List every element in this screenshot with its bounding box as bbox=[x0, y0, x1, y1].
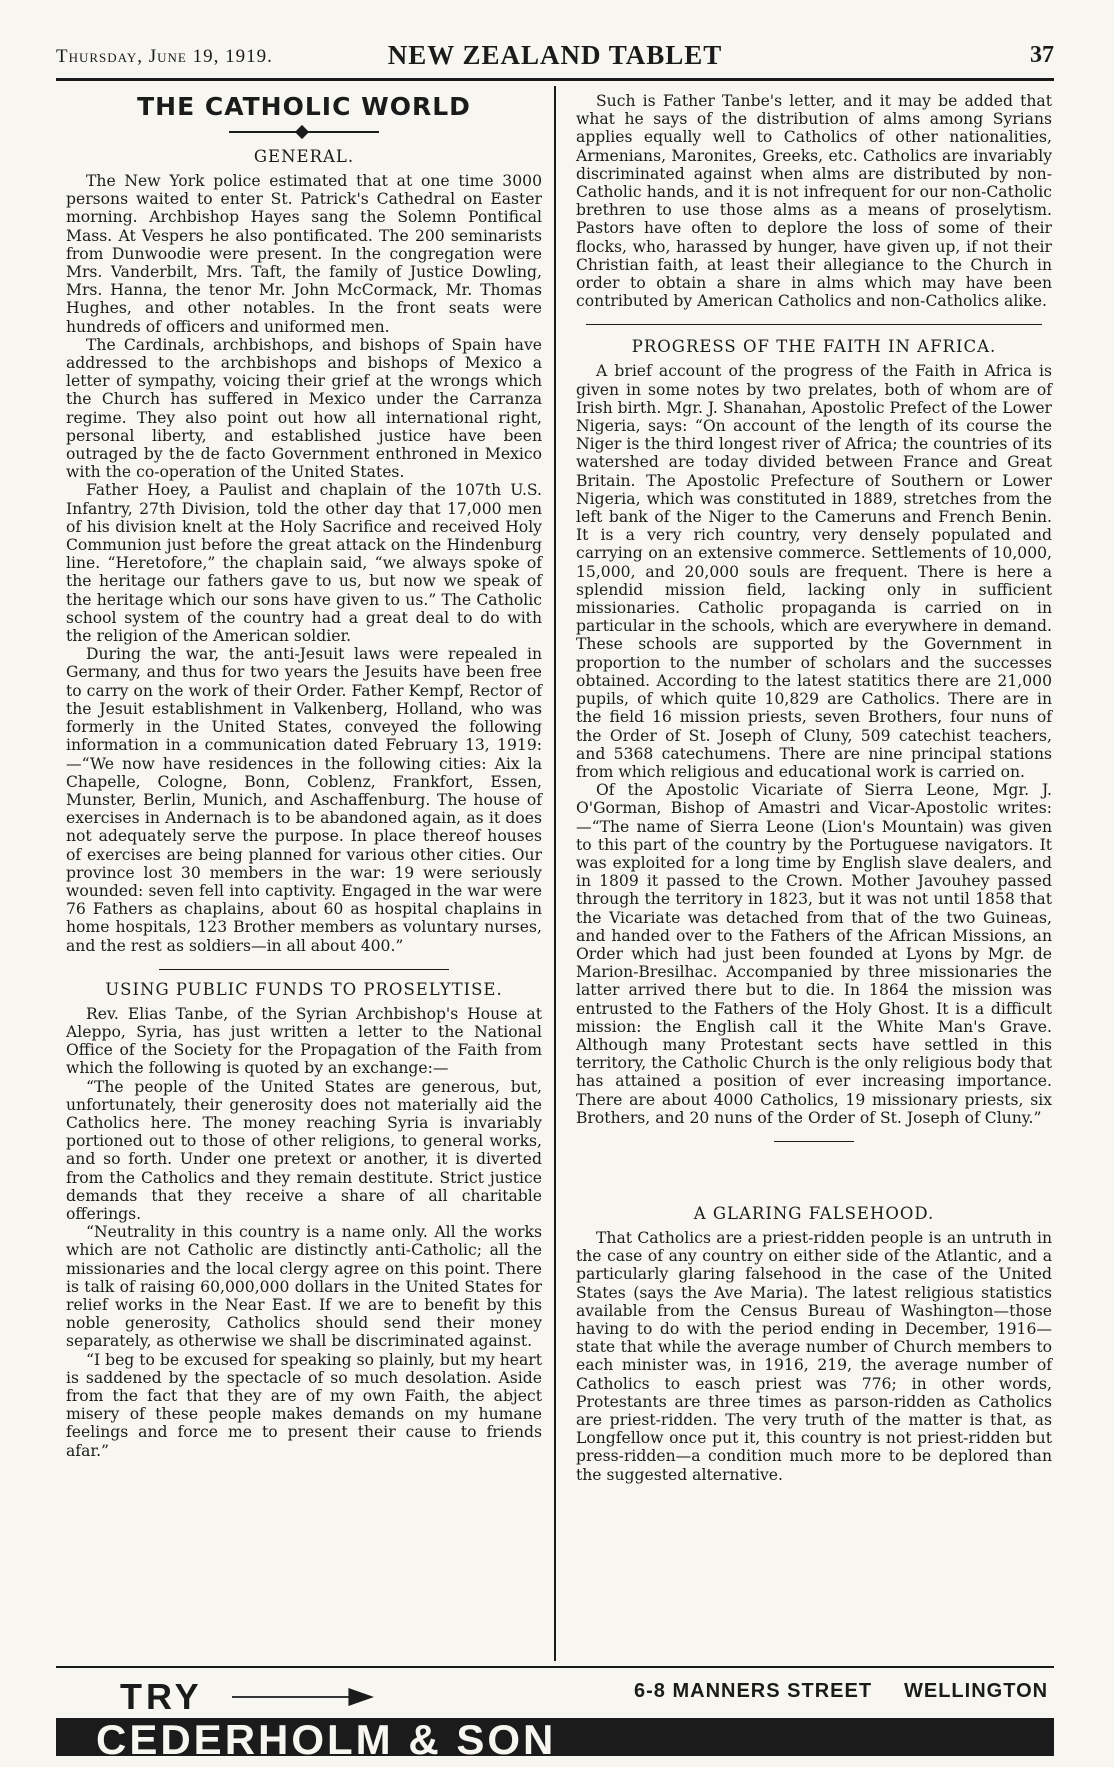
article-paragraph: “I beg to be excused for speaking so plainly, but my heart is saddened by the spectacle of so much desolation. Aside from the fact that they are of my own Faith, the abject misery of these people makes demands on my humane feelings and force me to present their cause to friends afar.” bbox=[66, 1350, 542, 1460]
ad-city: WELLINGTON bbox=[904, 1680, 1049, 1702]
masthead: NEW ZEALAND TABLET bbox=[387, 40, 723, 70]
funds-heading: USING PUBLIC FUNDS TO PROSELYTISE. bbox=[105, 979, 503, 999]
spacer bbox=[576, 1152, 1052, 1198]
title-ornament bbox=[229, 125, 379, 139]
general-heading: GENERAL. bbox=[253, 147, 355, 166]
ad-address: 6-8 MANNERS STREET bbox=[634, 1680, 873, 1702]
column-divider bbox=[554, 86, 556, 1661]
header-rule bbox=[56, 78, 1054, 81]
page-number: 37 bbox=[1030, 42, 1054, 68]
article-paragraph: Such is Father Tanbe's letter, and it may be added that what he says of the distribution of alms among Syrians applies equally well to Catholics of other nationalities, Armenians, Maronites, Greeks, etc. Catholics are invariably discriminated against when alms are distributed by non-Catholic hands, and it is not infrequent for our non-Catholic brethren to use those alms as a means of proselytism. Pastors have often to deplore the loss of some of their flocks, who, harassed by hunger, have given up, if not their Christian faith, at least their allegiance to the Church in order to obtain a share in alms which may have been contributed by American Catholics and non-Catholics alike. bbox=[576, 92, 1052, 311]
ad-firm-name: CEDERHOLM & SON bbox=[96, 1716, 557, 1756]
ad-try-text: TRY bbox=[120, 1676, 203, 1717]
section-title: THE CATHOLIC WORLD bbox=[137, 92, 471, 121]
article-paragraph: Of the Apostolic Vicariate of Sierra Leone, Mgr. J. O'Gorman, Bishop of Amastri and Vicar-Apostolic writes:—“The name of Sierra Leone (Lion's Mountain) was given to this part of the country by the Portuguese navigators. It was exploited for a long time by English slave dealers, and in 1809 it passed to the Crown. Mother Javouhey passed through the territory in 1823, but it was not until 1858 that the Vicariate was detached from that of the two Guineas, and handed over to the Fathers of the African Missions, an Order which had just been founded at Lyons by Mgr. de Marion-Bresilhac. Accompanied by three missionaries the latter arrived there but to die. In 1864 the mission was entrusted to the Fathers of the Holy Ghost. It is a difficult mission: the English call it the White Man's Grave. Although many Protestant sects have settled in this territory, the Catholic Church is the only religious body that has attained a position of ever increasing importance. There are about 4000 Catholics, 19 missionary priests, six Brothers, and 20 nuns of the Order of St. Joseph of Cluny.” bbox=[576, 781, 1052, 1127]
article-paragraph: Rev. Elias Tanbe, of the Syrian Archbishop's House at Aleppo, Syria, has just written a letter to the National Office of the Society for the Propagation of the Faith from which the following is quoted by an exchange:— bbox=[66, 1004, 542, 1078]
article-separator bbox=[159, 969, 449, 970]
right-column bbox=[576, 92, 1052, 1484]
article-paragraph: The New York police estimated that at one time 3000 persons waited to enter St. Patrick's Cathedral on Easter morning. Archbishop Hayes sang the Solemn Pontifical Mass. At Vespers he also pontificated. The 200 seminarists from Dunwoodie were present. In the congregation were Mrs. Vanderbilt, Mrs. Taft, the family of Justice Dowling, Mrs. Hanna, the tenor Mr. John McCormack, Mr. Thomas Hughes, and other notables. In the front seats were hundreds of officers and uniformed men. bbox=[66, 172, 542, 336]
issue-date: Thursday, June 19, 1919. bbox=[56, 46, 273, 67]
falsehood-heading: A GLARING FALSEHOOD. bbox=[693, 1203, 935, 1223]
article-separator bbox=[586, 324, 1042, 325]
africa-heading: PROGRESS OF THE FAITH IN AFRICA. bbox=[631, 337, 997, 357]
left-column bbox=[66, 92, 542, 1460]
article-paragraph: “The people of the United States are generous, but, unfortunately, their generosity does not materially aid the Catholics here. The money reaching Syria is invariably portioned out to those of other religions, to general works, and so forth. Under one pretext or another, it is diverted from the Catholics and they remain destitute. Strict justice demands that they receive a share of all charitable offerings. bbox=[66, 1077, 542, 1223]
article-paragraph: A brief account of the progress of the Faith in Africa is given in some notes by two prelates, both of whom are of Irish birth. Mgr. J. Shanahan, Apostolic Prefect of the Lower Nigeria, says: “On account of the length of its course the Niger is the third longest river of Africa; the countries of its watershed are today divided between France and Great Britain. The Apostolic Prefecture of Southern or Lower Nigeria, which was constituted in 1889, stretches from the left bank of the Niger to the Cameruns and French Benin. It is a very rich country, very densely populated and carrying on an extensive commerce. Settlements of 10,000, 15,000, and 20,000 souls are frequent. There is here a splendid mission field, lacking only in sufficient missionaries. Catholic propaganda is carried on in particular in the schools, which are everywhere in demand. These schools are supported by the Government in proportion to the number of scholars and the successes obtained. According to the latest statitics there are 21,000 pupils, of which quite 10,829 are Catholics. There are in the field 16 mission priests, seven Brothers, four nuns of the Order of St. Joseph of Cluny, 509 catechist teachers, and 5368 catechumens. There are nine principal stations from which religious and educational work is carried on. bbox=[576, 362, 1052, 781]
article-paragraph: “Neutrality in this country is a name only. All the works which are not Catholic are distinctly anti-Catholic; all the missionaries and the local clergy agree on this point. There is talk of raising 60,000,000 dollars in the United States for relief works in the Near East. If we are to benefit by this noble generosity, Catholics should send their money separately, as otherwise we shall be discriminated against. bbox=[66, 1223, 542, 1351]
page-header bbox=[56, 40, 1054, 74]
article-paragraph: The Cardinals, archbishops, and bishops of Spain have addressed to the archbishops and bishops of Mexico a letter of sympathy, voicing their grief at the wrongs which the Church has suffered in Mexico under the Carranza regime. They also point out how all international right, personal liberty, and established justice have been outraged by the de facto Government enthroned in Mexico with the co-operation of the United States. bbox=[66, 335, 542, 482]
article-paragraph: That Catholics are a priest-ridden people is an untruth in the case of any country on either side of the Atlantic, and a particularly glaring falsehood in the case of the United States (says the Ave Maria). The latest religious statistics available from the Census Bureau of Washington—those having to do with the period ending in December, 1916—state that while the average number of Church members to each minister was, in 1916, 219, the average number of Catholics to easch priest was 776; in other words, Protestants are three times as parson-ridden as Catholics are priest-ridden. The very truth of the matter is that, as Longfellow once put it, this country is not priest-ridden but press-ridden—a condition much more to be deplored than the suggested alternative. bbox=[576, 1228, 1052, 1484]
footer-rule bbox=[56, 1666, 1054, 1668]
article-separator bbox=[774, 1141, 854, 1142]
article-paragraph: During the war, the anti-Jesuit laws were repealed in Germany, and thus for two years the Jesuits have been free to carry on the work of their Order. Father Kempf, Rector of the Jesuit establishment in Valkenberg, Holland, who was formerly in the United States, conveyed the following information in a communication dated February 13, 1919:—“We now have residences in the following cities: Aix la Chapelle, Cologne, Bonn, Coblenz, Frankfort, Essen, Munster, Berlin, Munich, and Aschaffenburg. The house of exercises in Andernach is to be abandoned again, as it does not adequately serve the purpose. In place thereof houses of exercises are being planned for various other cities. Our province lost 30 members in the war: 19 were seriously wounded: seven fell into captivity. Engaged in the war were 76 Fathers as chaplains, about 60 as hospital chaplains in home hospitals, 123 Brother members as voluntary nurses, and the rest as soldiers—in all about 400.” bbox=[66, 645, 542, 955]
advertisement-banner bbox=[56, 1676, 1054, 1756]
article-paragraph: Father Hoey, a Paulist and chaplain of the 107th U.S. Infantry, 27th Division, told the other day that 17,000 men of his division knelt at the Holy Sacrifice and received Holy Communion just before the great attack on the Hindenburg line. “Heretofore,” the chaplain said, “we always spoke of the heritage our fathers gave to us, but now we speak of the heritage which our sons have given to us.” The Catholic school system of the country had a great deal to do with the religion of the American soldier. bbox=[66, 481, 542, 646]
arrow-icon bbox=[232, 1688, 374, 1706]
